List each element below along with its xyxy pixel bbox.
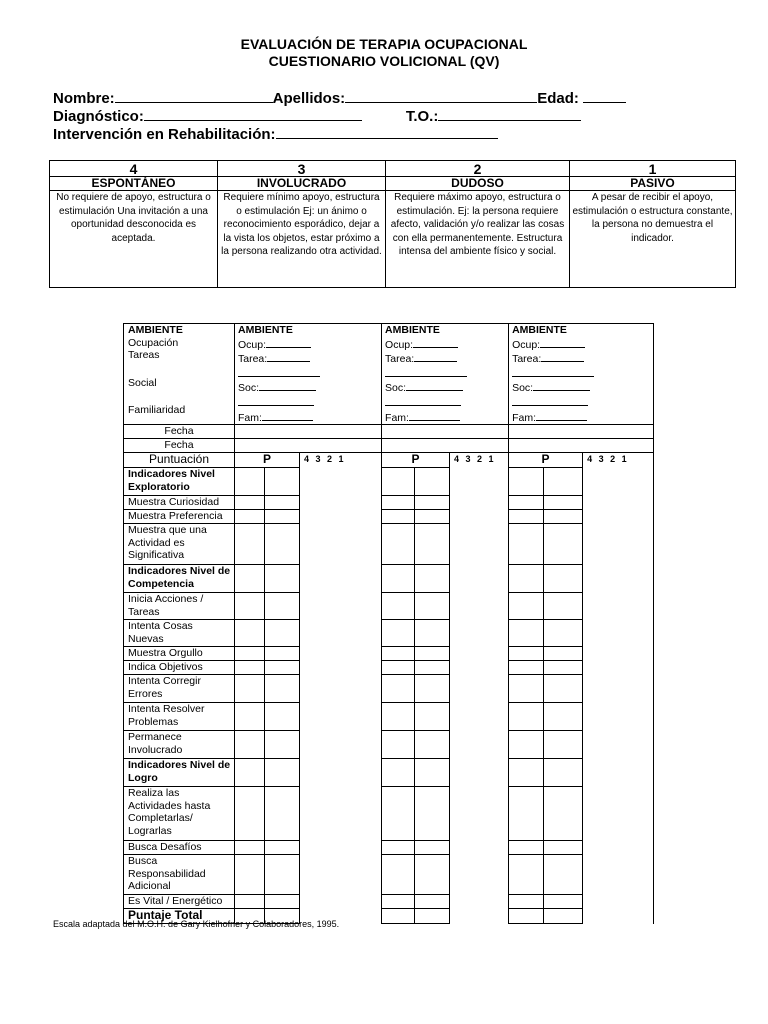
env2-soc-label: Soc: [385,382,407,395]
item-permanece: Permanece Involucrado [124,731,235,759]
env3-heading: AMBIENTE [512,324,567,336]
score-column [300,731,382,759]
score-cell[interactable] [544,565,583,593]
env1-heading: AMBIENTE [238,324,293,336]
score-column [300,620,382,647]
score-cell[interactable] [382,895,415,909]
familiaridad-label: Familiaridad [128,404,186,417]
score-cell[interactable] [544,895,583,909]
score-cell[interactable] [382,524,415,565]
item-curiosidad: Muestra Curiosidad [124,496,235,510]
score-column [450,731,509,759]
apellidos-field[interactable] [345,89,537,103]
score-cell[interactable] [382,675,415,703]
env2-soc-field-2[interactable] [385,395,461,406]
item-intenta-nuevas: Intenta Cosas Nuevas [124,620,235,647]
score-column [450,620,509,647]
total-cell[interactable] [509,909,544,924]
footnote: Escala adaptada del M.O.H. de Gary Kielhofner y Colaboradores, 1995. [53,919,340,929]
ambiente-label: AMBIENTE [128,324,183,336]
score-column [300,593,382,620]
item-realiza: Realiza las Actividades hasta Completarlas/ Lograrlas [124,787,235,841]
score-column [450,593,509,620]
score-cell[interactable] [382,647,415,661]
form-title: EVALUACIÓN DE TERAPIA OCUPACIONAL [240,36,528,52]
score-column [450,675,509,703]
indicator-row [124,647,654,661]
score-column [583,620,654,647]
score-cell[interactable] [544,731,583,759]
env2-fam-field[interactable] [409,410,460,421]
p-header-env1: P [235,453,300,468]
environment-labels [124,324,235,425]
score-cell[interactable] [382,661,415,675]
env1-soc-label: Soc: [238,382,260,395]
score-cell[interactable] [265,731,300,759]
puntaje-total-label: Puntaje Total [124,909,235,924]
score-column [583,855,654,895]
score-column [583,787,654,841]
item-inicia: Inicia Acciones / Tareas [124,593,235,620]
score-cell[interactable] [509,524,544,565]
env2-soc-field[interactable] [406,380,463,391]
section-logro: Indicadores Nivel de Logro [124,759,235,787]
section-exploratorio: Indicadores Nivel Exploratorio [124,468,235,496]
env2-heading: AMBIENTE [385,324,440,336]
score-cell[interactable] [509,661,544,675]
score-cell[interactable] [544,510,583,524]
score-column [583,510,654,524]
score-cell[interactable] [509,675,544,703]
indicator-row [124,661,654,675]
item-corregir: Intenta Corregir Errores [124,675,235,703]
score-cell[interactable] [265,510,300,524]
nombre-field[interactable] [115,89,273,103]
score-column [583,731,654,759]
scale-level-involucrado: INVOLUCRADO [218,177,386,191]
score-cell[interactable] [415,593,450,620]
nombre-label: Nombre: [53,90,115,107]
score-column [450,661,509,675]
apellidos-label: Apellidos: [272,90,346,107]
env3-fam-field[interactable] [536,410,587,421]
score-column [583,593,654,620]
env1-tarea-field[interactable] [267,351,310,362]
environment-block-1 [235,324,382,425]
score-column [583,496,654,510]
env3-tarea-field[interactable] [541,351,584,362]
scale-number-3: 3 [218,161,386,177]
score-cell[interactable] [544,661,583,675]
scale-desc-pasivo: A pesar de recibir el apoyo, estimulación o estructura constante, la persona no demuestra el indicador. [570,191,736,288]
score-column [583,524,654,565]
score-cell[interactable] [415,841,450,855]
score-cell[interactable] [265,895,300,909]
score-cell[interactable] [235,759,265,787]
score-cell[interactable] [265,468,300,496]
score-cell[interactable] [265,565,300,593]
score-cell[interactable] [265,787,300,841]
score-scale-env3: 4 3 2 1 [583,453,654,468]
puntuacion-label: Puntuación [124,453,235,468]
score-cell[interactable] [382,510,415,524]
score-cell[interactable] [382,703,415,731]
score-cell[interactable] [509,731,544,759]
fecha-cell-env2-b[interactable] [382,439,509,453]
score-cell[interactable] [235,787,265,841]
score-scale-env2: 4 3 2 1 [450,453,509,468]
score-cell[interactable] [235,841,265,855]
env1-fam-field[interactable] [262,410,313,421]
diagnosis-line [53,107,581,126]
item-orgullo: Muestra Orgullo [124,647,235,661]
score-cell[interactable] [544,524,583,565]
score-column [300,895,382,909]
env3-soc-field-2[interactable] [512,395,588,406]
score-column [450,841,509,855]
intervencion-label: Intervención en Rehabilitación: [53,126,276,143]
score-column [300,496,382,510]
score-column [450,855,509,895]
score-column [450,909,509,924]
score-cell[interactable] [235,468,265,496]
score-cell[interactable] [265,841,300,855]
score-cell[interactable] [544,759,583,787]
score-cell[interactable] [235,895,265,909]
env3-fam-label: Fam: [512,411,536,424]
indicator-row [124,895,654,909]
score-column [583,675,654,703]
score-column [300,841,382,855]
score-column [583,895,654,909]
item-responsabilidad: Busca Responsabilidad Adicional [124,855,235,895]
edad-field[interactable] [583,89,626,103]
total-cell[interactable] [544,909,583,924]
score-cell[interactable] [265,703,300,731]
env3-tarea-label: Tarea: [512,353,542,366]
env2-tarea-field-2[interactable] [385,366,467,377]
score-cell[interactable] [509,703,544,731]
score-cell[interactable] [265,855,300,895]
score-column [583,661,654,675]
env2-tarea-field[interactable] [414,351,457,362]
scale-number-1: 1 [570,161,736,177]
score-column [450,895,509,909]
score-column [300,759,382,787]
scale-desc-dudoso: Requiere máximo apoyo, estructura o estimulación. Ej: la persona requiere afecto, validación y/o realizar las cosas con ella permanentemente. Estructura intensa del ambiente físico y social. [386,191,570,288]
to-label: T.O.: [405,108,439,125]
scale-desc-espontaneo: No requiere de apoyo, estructura o estimulación Una invitación a una oportunidad desconocida es aceptada. [50,191,218,288]
environment-row [124,324,654,425]
score-cell[interactable] [382,496,415,510]
score-cell[interactable] [415,855,450,895]
indicator-row [124,841,654,855]
indicator-row [124,496,654,510]
score-cell[interactable] [382,787,415,841]
indicator-row [124,510,654,524]
edad-label: Edad: [537,90,579,107]
score-column [300,787,382,841]
env1-ocup-field[interactable] [266,337,311,348]
score-column [450,496,509,510]
score-cell[interactable] [235,510,265,524]
score-cell[interactable] [415,510,450,524]
score-cell[interactable] [415,565,450,593]
fecha-label-1: Fecha [124,425,235,439]
environment-block-3 [509,324,654,425]
score-cell[interactable] [415,524,450,565]
score-cell[interactable] [235,675,265,703]
indicator-row [124,855,654,895]
score-cell[interactable] [509,647,544,661]
score-cell[interactable] [415,895,450,909]
score-scale-env1: 4 3 2 1 [300,453,382,468]
intervention-line [53,125,498,144]
env3-ocup-field[interactable] [540,337,585,348]
environment-block-2 [382,324,509,425]
indicator-row [124,675,654,703]
score-cell[interactable] [265,661,300,675]
score-cell[interactable] [509,620,544,647]
score-cell[interactable] [415,647,450,661]
score-column [300,703,382,731]
score-cell[interactable] [544,703,583,731]
fecha-cell-env3-b[interactable] [509,439,654,453]
score-cell[interactable] [544,496,583,510]
score-cell[interactable] [382,759,415,787]
score-cell[interactable] [544,841,583,855]
score-cell[interactable] [415,468,450,496]
env2-tarea-label: Tarea: [385,353,415,366]
score-column [583,759,654,787]
p-header-env3: P [509,453,583,468]
score-cell[interactable] [382,855,415,895]
score-cell[interactable] [235,496,265,510]
fecha-label-2: Fecha [124,439,235,453]
env3-ocup-label: Ocup: [512,338,541,351]
score-column [583,909,654,924]
score-cell[interactable] [235,855,265,895]
score-cell[interactable] [544,647,583,661]
item-objetivos: Indica Objetivos [124,661,235,675]
score-cell[interactable] [415,661,450,675]
score-column [450,787,509,841]
score-cell[interactable] [415,759,450,787]
indicator-row [124,620,654,647]
score-cell[interactable] [509,841,544,855]
score-cell[interactable] [415,703,450,731]
score-column [300,661,382,675]
indicator-row [124,787,654,841]
score-cell[interactable] [235,661,265,675]
to-field[interactable] [438,107,581,121]
env3-soc-field[interactable] [533,380,590,391]
score-column [300,855,382,895]
score-cell[interactable] [382,731,415,759]
patient-identification-line [53,89,626,108]
scale-level-pasivo: PASIVO [570,177,736,191]
score-column [583,703,654,731]
fecha-cell-env1-a[interactable] [235,425,382,439]
form-subtitle: CUESTIONARIO VOLICIONAL (QV) [268,53,500,69]
score-column [300,647,382,661]
section-competencia: Indicadores Nivel de Competencia [124,565,235,593]
section-row [124,565,654,593]
rating-scale-table [49,160,736,288]
indicator-row [124,593,654,620]
item-significativa: Muestra que una Actividad es Significativa [124,524,235,565]
score-column [583,468,654,496]
score-cell[interactable] [382,565,415,593]
diagnostico-label: Diagnóstico: [53,108,144,125]
score-cell[interactable] [235,647,265,661]
score-column [450,703,509,731]
env1-soc-field-2[interactable] [238,395,314,406]
scale-number-4: 4 [50,161,218,177]
env2-fam-label: Fam: [385,411,409,424]
score-cell[interactable] [265,524,300,565]
score-column [450,510,509,524]
score-cell[interactable] [382,593,415,620]
score-cell[interactable] [265,647,300,661]
score-column [583,565,654,593]
scale-level-espontaneo: ESPONTÁNEO [50,177,218,191]
item-preferencia: Muestra Preferencia [124,510,235,524]
score-cell[interactable] [544,593,583,620]
score-cell[interactable] [509,468,544,496]
score-cell[interactable] [509,510,544,524]
score-cell[interactable] [509,496,544,510]
score-cell[interactable] [235,593,265,620]
score-column [300,565,382,593]
fecha-cell-env1-b[interactable] [235,439,382,453]
score-cell[interactable] [265,675,300,703]
score-cell[interactable] [509,593,544,620]
score-cell[interactable] [265,620,300,647]
score-cell[interactable] [544,675,583,703]
score-cell[interactable] [265,593,300,620]
score-cell[interactable] [235,565,265,593]
env2-ocup-label: Ocup: [385,338,414,351]
ocupacion-label: Ocupación [128,336,179,349]
score-cell[interactable] [509,787,544,841]
score-column [450,759,509,787]
fecha-cell-env2-a[interactable] [382,425,509,439]
total-cell[interactable] [415,909,450,924]
section-row [124,468,654,496]
score-cell[interactable] [235,703,265,731]
score-cell[interactable] [235,731,265,759]
p-header-env2: P [382,453,450,468]
score-cell[interactable] [265,759,300,787]
score-cell[interactable] [509,895,544,909]
item-desafios: Busca Desafíos [124,841,235,855]
score-cell[interactable] [235,524,265,565]
score-column [450,524,509,565]
indicator-row [124,731,654,759]
score-cell[interactable] [415,731,450,759]
score-cell[interactable] [265,496,300,510]
score-column [450,468,509,496]
diagnostico-field[interactable] [144,107,362,121]
scale-number-2: 2 [386,161,570,177]
score-column [300,510,382,524]
score-cell[interactable] [382,841,415,855]
score-cell[interactable] [415,787,450,841]
scale-level-dudoso: DUDOSO [386,177,570,191]
env1-tarea-label: Tarea: [238,353,268,366]
env1-ocup-label: Ocup: [238,338,267,351]
indicator-row [124,703,654,731]
score-cell[interactable] [544,468,583,496]
score-column [583,647,654,661]
item-vital: Es Vital / Energético [124,895,235,909]
indicator-row [124,524,654,565]
score-cell[interactable] [415,620,450,647]
intervencion-field[interactable] [276,125,498,139]
env1-soc-field[interactable] [259,380,316,391]
env3-tarea-field-2[interactable] [512,366,594,377]
env3-soc-label: Soc: [512,382,534,395]
env1-tarea-field-2[interactable] [238,366,320,377]
score-cell[interactable] [415,496,450,510]
score-cell[interactable] [235,620,265,647]
score-column [583,841,654,855]
score-cell[interactable] [544,855,583,895]
score-column [450,647,509,661]
score-cell[interactable] [544,620,583,647]
item-resolver: Intenta Resolver Problemas [124,703,235,731]
env2-ocup-field[interactable] [413,337,458,348]
score-cell[interactable] [509,855,544,895]
scale-desc-involucrado: Requiere mínimo apoyo, estructura o estimulación Ej: un ánimo o reconocimiento esporádico, dejar a la vista los objetos, estar próximo a la persona realizando otra actividad. [218,191,386,288]
score-cell[interactable] [415,675,450,703]
score-cell[interactable] [382,468,415,496]
total-cell[interactable] [382,909,415,924]
score-column [450,565,509,593]
fecha-cell-env3-a[interactable] [509,425,654,439]
volitional-questionnaire-grid [123,323,654,924]
score-column [300,675,382,703]
score-column [300,468,382,496]
social-label: Social [128,376,157,389]
score-cell[interactable] [382,620,415,647]
score-cell[interactable] [509,565,544,593]
score-column [300,524,382,565]
section-row [124,759,654,787]
score-cell[interactable] [509,759,544,787]
score-cell[interactable] [544,787,583,841]
env1-fam-label: Fam: [238,411,262,424]
tareas-label: Tareas [128,349,160,362]
